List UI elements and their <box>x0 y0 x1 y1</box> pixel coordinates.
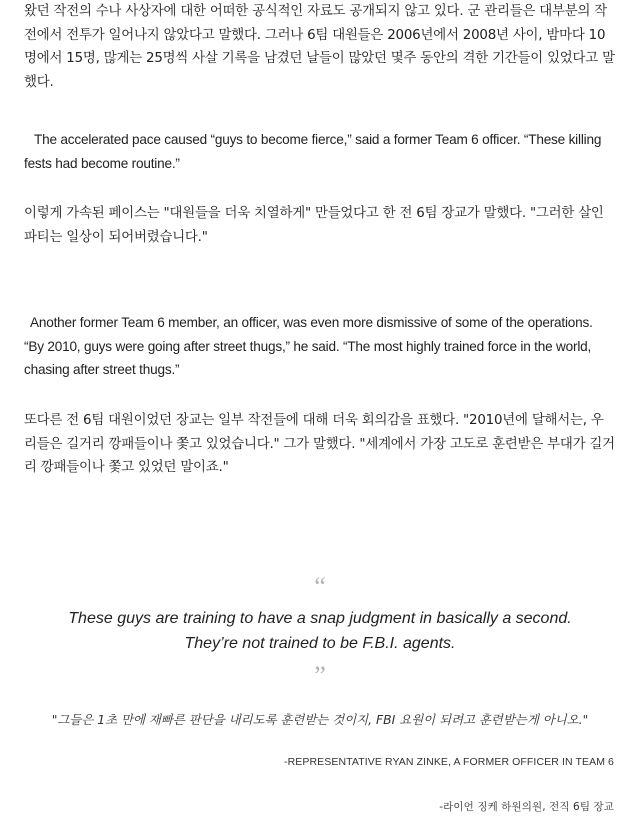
close-quote-icon: ” <box>314 661 326 690</box>
article-paragraph-ko-3: 또다른 전 6팀 대원이었던 장교는 일부 작전들에 대해 더욱 회의감을 표했다. "2010년에 달해서는, 우리들은 길거리 깡패들이나 쫓고 있었습니다." 그가 말했다. "세계에서 가장 고도로 훈련받은 부대가 길거리 깡패들이나 쫓고 있었던 말이죠." <box>24 413 615 475</box>
article-paragraph-ko-1: 왔던 작전의 수나 사상자에 대한 어떠한 공식적인 자료도 공개되지 않고 있다. 군 관리들은 대부분의 작전에서 전투가 일어나지 않았다고 말했다. 그러나 6팀 대원들은 2006년에서 2008년 사이, 밤마다 10명에서 15명, 많게는 25명씩 사살 기록을 남겼던 날들이 많았던 몇주 동안의 격한 기간들이 있었다고 말했다. <box>24 4 615 90</box>
pull-quote-korean: "그들은 1초 만에 재빠른 판단을 내리도록 훈련받는 것이지, FBI 요원이 되려고 훈련받는게 아니오." <box>51 712 589 727</box>
pull-quote-line-1: These guys are training to have a snap judgment in basically a second. <box>68 610 572 627</box>
article-paragraph-en-2: Another former Team 6 member, an officer, was even more dismissive of some of the operations. “By 2010, guys were going after street thugs,” he said. “The most highly trained force in the world, chasing after street thugs.” <box>24 315 593 377</box>
pull-quote-attribution-ko: -라이언 징케 하원의원, 전직 6팀 장교 <box>439 801 614 813</box>
article-paragraph-ko-2: 이렇게 가속된 페이스는 "대원들을 더욱 치열하게" 만들었다고 한 전 6팀 장교가 말했다. "그러한 살인 파티는 일상이 되어버렸습니다." <box>24 206 604 245</box>
pull-quote-line-2: They’re not trained to be F.B.I. agents. <box>184 635 456 652</box>
pull-quote-attribution-en: -REPRESENTATIVE RYAN ZINKE, A FORMER OFFICER IN TEAM 6 <box>284 756 614 768</box>
open-quote-icon: “ <box>314 572 326 601</box>
article-paragraph-en-1: The accelerated pace caused “guys to become fierce,” said a former Team 6 officer. “These killing fests had become routine.” <box>24 132 602 171</box>
